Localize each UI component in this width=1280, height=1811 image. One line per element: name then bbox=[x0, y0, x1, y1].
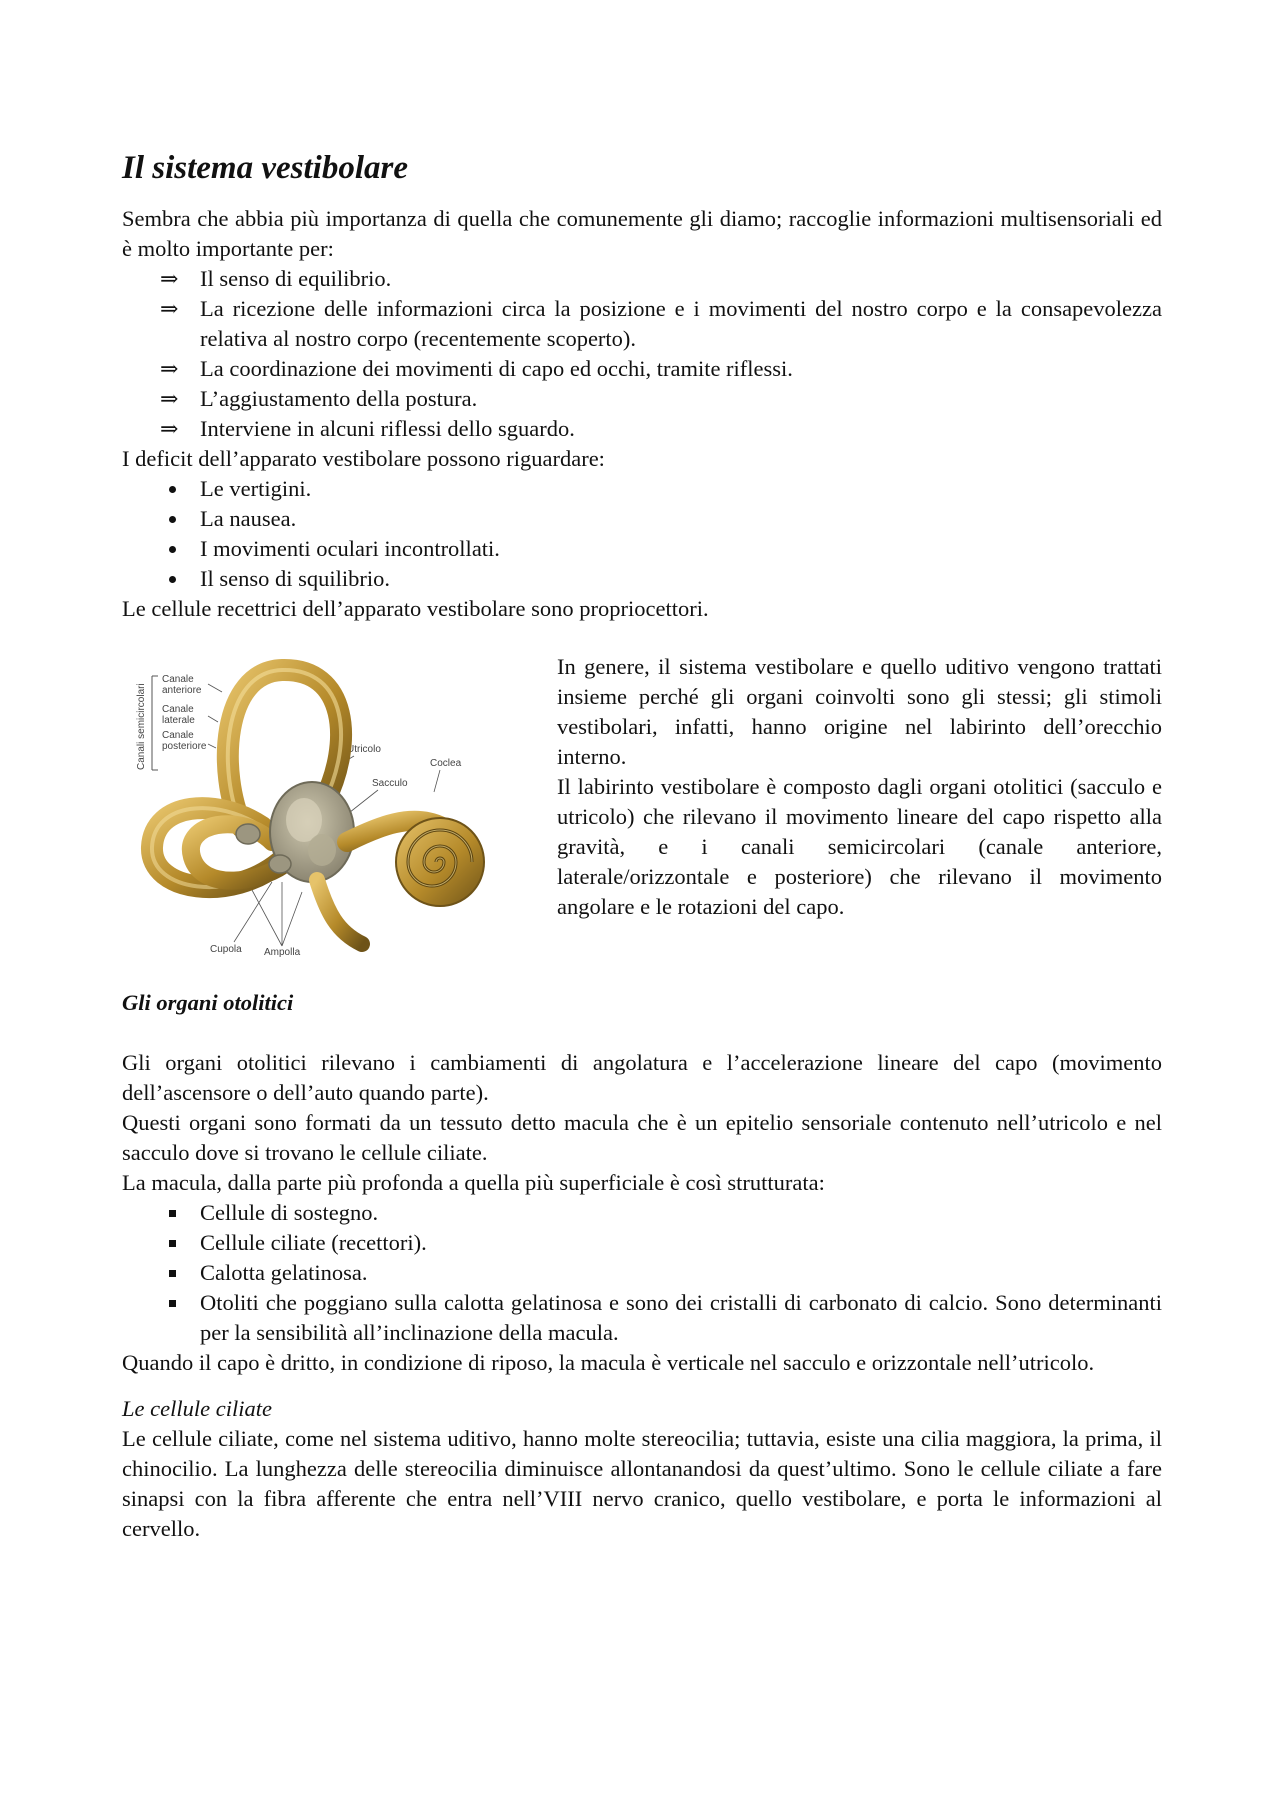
deficit-intro: I deficit dell’apparato vestibolare possono riguardare: bbox=[122, 446, 605, 471]
list-item: ⇒ La ricezione delle informazioni circa la posizione e i movimenti del nostro corpo e la consapevolezza relativa al nostro corpo (recentemente scoperto). bbox=[160, 296, 1162, 351]
arrow-icon: ⇒ bbox=[160, 296, 179, 321]
list-item: ⇒ La coordinazione dei movimenti di capo ed occhi, tramite riflessi. bbox=[122, 354, 1162, 384]
label-ampolla: Ampolla bbox=[264, 947, 301, 958]
list-item: Otoliti che poggiano sulla calotta gelatinosa e sono dei cristalli di carbonato di calcio. Sono determinanti per la sensibilità all’inclinazione della macula. bbox=[200, 1290, 1162, 1345]
otolith-closing: Quando il capo è dritto, in condizione di riposo, la macula è verticale nel sacculo e orizzontale nell’utricolo. bbox=[122, 1350, 1095, 1375]
hair-cells-paragraph: Le cellule ciliate, come nel sistema uditivo, hanno molte stereocilia; tuttavia, esiste una cilia maggiora, la prima, il chinocilio. La lunghezza delle stereocilia diminuisce allontanandosi da quest’ultimo. Sono le cellule ciliate a fare sinapsi con la fibra afferente che entra nell’VIII nervo cranico, quello vestibolare, e porta le informazioni al cervello. bbox=[122, 1426, 1162, 1541]
arrow-icon: ⇒ bbox=[160, 356, 179, 381]
deficit-list bbox=[122, 474, 1162, 594]
section-heading-hair-cells: Le cellule ciliate bbox=[122, 1396, 272, 1421]
spacer bbox=[122, 1018, 1162, 1048]
importance-list bbox=[122, 264, 1162, 444]
section-heading-otolith: Gli organi otolitici bbox=[122, 990, 294, 1015]
label-coclea: Coclea bbox=[430, 758, 462, 769]
intro-paragraph: Sembra che abbia più importanza di quella che comunemente gli diamo; raccoglie informazioni multisensoriali ed è molto importante per: bbox=[122, 206, 1162, 261]
list-item: Cellule di sostegno. bbox=[200, 1200, 379, 1225]
figure-row bbox=[122, 652, 1162, 970]
label-canale-anteriore-2: anteriore bbox=[162, 685, 202, 696]
otolith-paragraph-1: Gli organi otolitici rilevano i cambiamenti di angolatura e l’accelerazione lineare del capo (movimento dell’ascensore o dell’auto quando parte). bbox=[122, 1050, 1162, 1105]
label-canale-posteriore-2: posteriore bbox=[162, 741, 207, 752]
arrow-icon: ⇒ bbox=[160, 266, 179, 291]
label-canale-posteriore-1: Canale bbox=[162, 730, 194, 741]
list-item: Cellule ciliate (recettori). bbox=[200, 1230, 427, 1255]
list-item: Le vertigini. bbox=[200, 476, 312, 501]
figure-side-text bbox=[557, 652, 1162, 970]
list-item: I movimenti oculari incontrollati. bbox=[200, 536, 500, 561]
list-item: ⇒ Il senso di equilibrio. bbox=[122, 264, 1162, 294]
label-utricolo: Utricolo bbox=[347, 744, 381, 755]
otolith-paragraph-3: La macula, dalla parte più profonda a quella più superficiale è così strutturata: bbox=[122, 1170, 825, 1195]
label-canale-laterale-1: Canale bbox=[162, 704, 194, 715]
label-canale-laterale-2: laterale bbox=[162, 715, 195, 726]
list-item: ⇒ Interviene in alcuni riflessi dello sguardo. bbox=[122, 414, 1162, 444]
labyrinth-drawing bbox=[122, 652, 512, 970]
label-cupola: Cupola bbox=[210, 944, 242, 955]
document-content bbox=[122, 148, 1162, 1544]
labyrinth-illustration bbox=[122, 652, 512, 970]
otolith-paragraph-2: Questi organi sono formati da un tessuto detto macula che è un epitelio sensoriale contenuto nell’utricolo e nel sacculo dove si trovano le cellule ciliate. bbox=[122, 1110, 1162, 1165]
arrow-icon: ⇒ bbox=[160, 416, 179, 441]
page-title: Il sistema vestibolare bbox=[122, 150, 408, 186]
figure-paragraph-1: In genere, il sistema vestibolare e quello uditivo vengono trattati insieme perché gli organi coinvolti sono gli stessi; gli stimoli vestibolari, infatti, hanno origine nel labirinto dell’orecchio interno. bbox=[557, 654, 1162, 769]
label-canali-semicircolari: Canali semicircolari bbox=[136, 683, 147, 770]
macula-structure-list bbox=[122, 1198, 1162, 1348]
list-item: ⇒ L’aggiustamento della postura. bbox=[122, 384, 1162, 414]
list-item: La nausea. bbox=[200, 506, 297, 531]
figure-paragraph-2: Il labirinto vestibolare è composto dagli organi otolitici (sacculo e utricolo) che rilevano il movimento lineare del capo rispetto alla gravità, e i canali semicircolari (canale anteriore, laterale/orizzontale e posteriore) che rilevano il movimento angolare e le rotazioni del capo. bbox=[557, 774, 1162, 919]
arrow-icon: ⇒ bbox=[160, 386, 179, 411]
list-item: Il senso di squilibrio. bbox=[200, 566, 390, 591]
label-sacculo: Sacculo bbox=[372, 778, 408, 789]
label-canale-anteriore-1: Canale bbox=[162, 674, 194, 685]
list-item: Calotta gelatinosa. bbox=[200, 1260, 368, 1285]
receptor-line: Le cellule recettrici dell’apparato vestibolare sono propriocettori. bbox=[122, 596, 709, 621]
